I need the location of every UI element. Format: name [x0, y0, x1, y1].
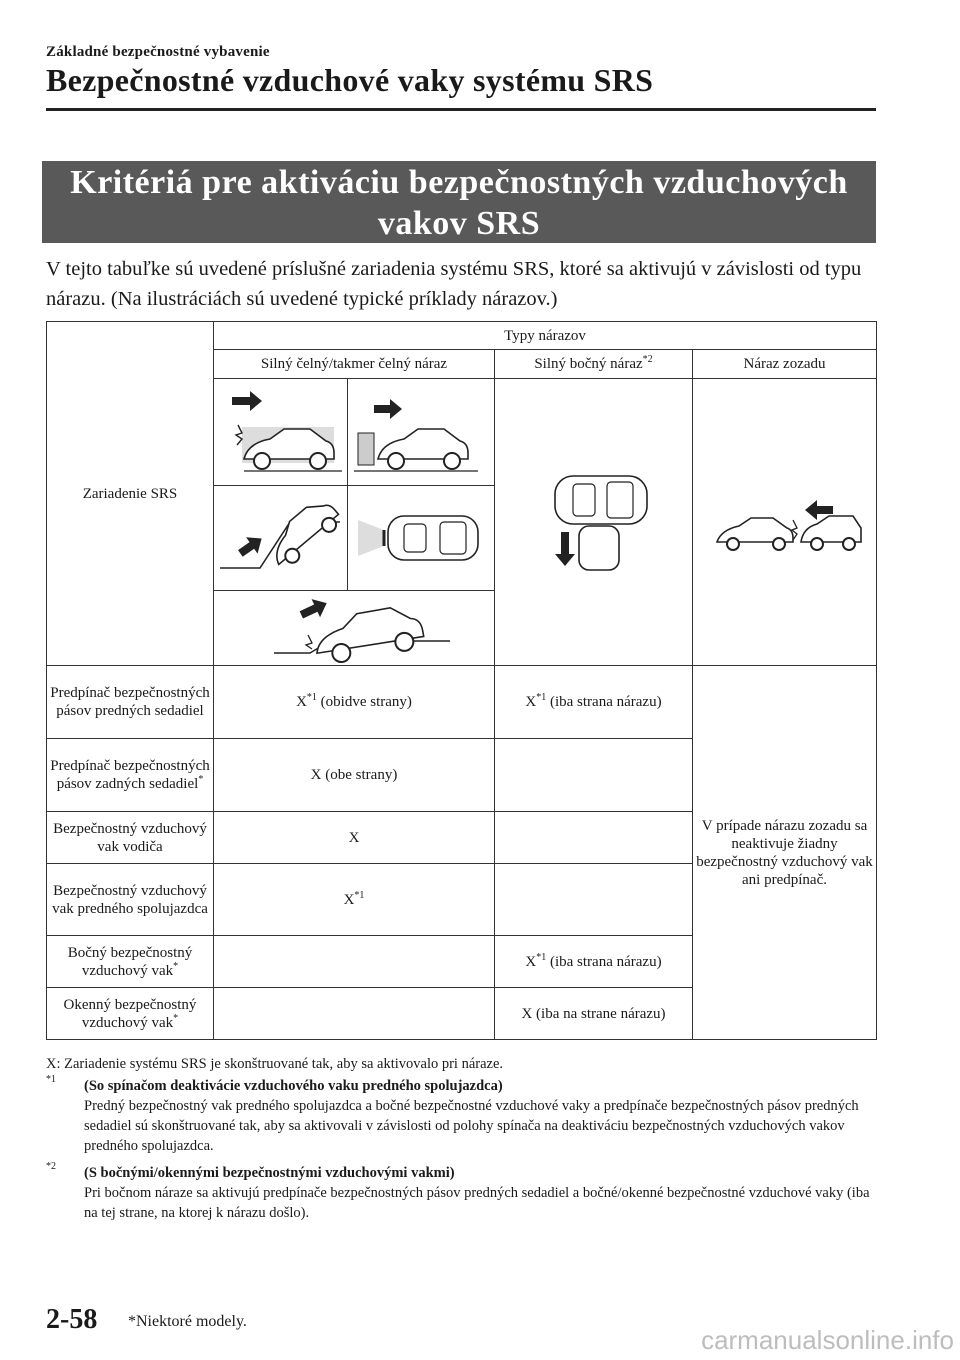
col-header-side: Silný bočný náraz$^{*2}$: [495, 350, 693, 379]
frontal-illustration-row-1: [214, 379, 494, 486]
footnote-2-title: (S bočnými/okennými bezpečnostnými vzduchovými vakmi): [84, 1165, 455, 1181]
frontal-cell: [214, 936, 495, 988]
impact-types-header: Typy nárazov: [214, 322, 877, 350]
col-header-frontal: Silný čelný/takmer čelný náraz: [214, 350, 495, 379]
ditch-crash-illustration: [214, 486, 348, 590]
side-cell: X (iba na strane nárazu): [495, 988, 693, 1040]
side-cell: [495, 812, 693, 864]
frontal-illustration-row-3: [214, 591, 494, 665]
col-header-rear: Náraz zozadu: [693, 350, 877, 379]
embankment-crash-illustration: [214, 591, 495, 665]
frontal-cell: $X^{*1}$: [214, 864, 495, 936]
srs-activation-table: [46, 321, 877, 1040]
footnote-2: *2 (S bočnými/okennými bezpečnostnými vzduchovými vakmi) Pri bočnom náraze sa aktivujú predpínače bezpečnostných pásov predných sedadiel a bočné/okenné bezpečnostné vzduchové vaky (iba na tej strane, na ktorej k nárazu došlo).: [46, 1163, 876, 1225]
x-legend: X: Zariadenie systému SRS je skonštruované tak, aby sa aktivovalo pri náraze.: [46, 1056, 504, 1072]
rear-impact-note: V prípade nárazu zozadu sa neaktivuje žiadny bezpečnostný vzduchový vak ani predpínač.: [693, 666, 877, 1040]
rear-impact-illustration: [693, 379, 877, 666]
criteria-banner: [42, 161, 876, 243]
footnote-1-body: Predný bezpečnostný vak predného spolujazdca a bočné bezpečnostné vzduchové vaky a predpínače bezpečnostných pásov predných sedadiel sú skonštruované tak, aby sa aktivovali v závislosti od polohy spínača na deaktiváciu bezpečnostných vzduchových vakov predného spolujazdca.: [84, 1098, 859, 1154]
watermark: carmanualsonline.info: [701, 1325, 954, 1355]
frontal-illustrations: [214, 379, 495, 666]
intro-paragraph: V tejto tabuľke sú uvedené príslušné zariadenia systému SRS, ktoré sa aktivujú v závislosti od typu nárazu. (Na ilustráciách sú uvedené typické príklady nárazov.): [46, 258, 862, 310]
footnote-2-body: Pri bočnom náraze sa aktivujú predpínače bezpečnostných pásov predných sedadiel a bočné/okenné bezpečnostné vzduchové vaky (iba na tej strane, na ktorej k nárazu došlo).: [84, 1185, 870, 1221]
device-label: Predpínač bezpečnostných pásov zadných sedadiel*: [47, 739, 214, 812]
footnote-1: *1 (So spínačom deaktivácie vzduchového vaku predného spolujazdca) Predný bezpečnostný vak predného spolujazdca a bočné bezpečnostné vzduchové vaky a predpínače bezpečnostných pásov predných sedadiel sú skonštruované tak, aby sa aktivovali v závislosti od polohy spínača na deaktiváciu bezpečnostných vzduchových vakov predného spolujazdca.: [46, 1076, 876, 1156]
side-cell: [495, 864, 693, 936]
side-cell: $X^{*1}$ (iba strana nárazu): [495, 936, 693, 988]
footnote-1-title: (So spínačom deaktivácie vzduchového vaku predného spolujazdca): [84, 1078, 503, 1094]
device-label: Okenný bezpečnostný vzduchový vak*: [47, 988, 214, 1040]
device-label: Bezpečnostný vzduchový vak predného spolujazdca: [47, 864, 214, 936]
side-impact-illustration: [495, 379, 693, 666]
banner-line-2: vakov SRS: [377, 205, 541, 242]
frontal-cell: [214, 988, 495, 1040]
section-label: Základné bezpečnostné vybavenie: [46, 44, 270, 60]
offset-crash-illustration: [348, 379, 495, 485]
row-header-cell: Zariadenie SRS: [47, 322, 214, 666]
pole-crash-illustration: [348, 486, 495, 590]
page-title: Bezpečnostné vzduchové vaky systému SRS: [46, 62, 654, 98]
frontal-illustration-row-2: [214, 486, 494, 591]
frontal-cell: $X^{*1}$ (obidve strany): [214, 666, 495, 739]
banner-line-1: Kritériá pre aktiváciu bezpečnostných vzduchových: [70, 164, 848, 201]
side-cell: [495, 739, 693, 812]
device-label: Predpínač bezpečnostných pásov predných sedadiel: [47, 666, 214, 739]
table-row: [47, 666, 877, 739]
frontal-cell: X (obe strany): [214, 739, 495, 812]
side-cell: $X^{*1}$ (iba strana nárazu): [495, 666, 693, 739]
frontal-cell: X: [214, 812, 495, 864]
title-divider: [46, 108, 876, 111]
frontal-crash-illustration: [214, 379, 348, 485]
models-note: *Niektoré modely.: [128, 1313, 247, 1330]
page-number: 2-58: [46, 1304, 98, 1335]
device-label: Bočný bezpečnostný vzduchový vak*: [47, 936, 214, 988]
device-label: Bezpečnostný vzduchový vak vodiča: [47, 812, 214, 864]
